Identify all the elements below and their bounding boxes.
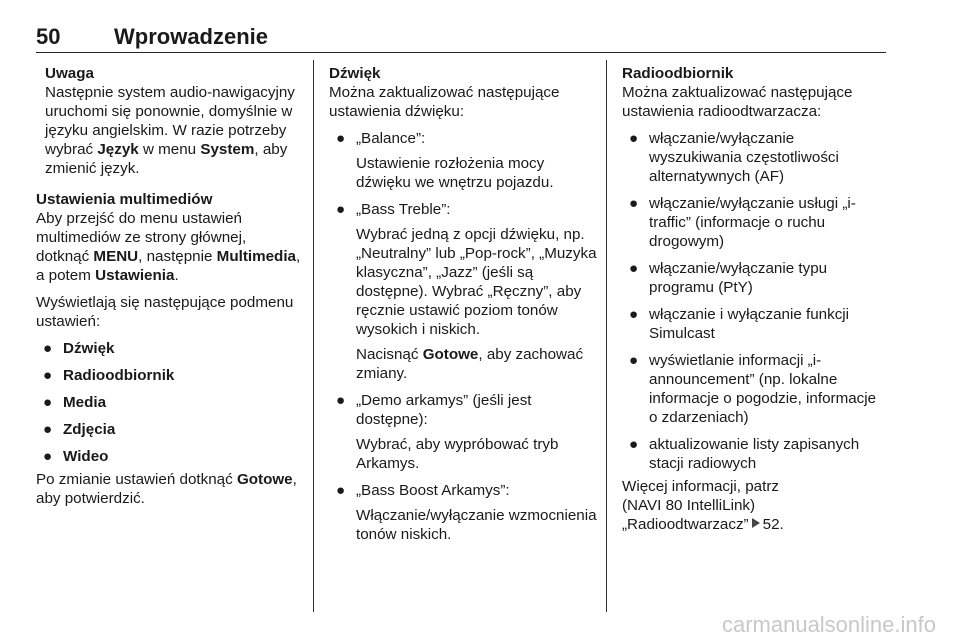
column-2 <box>329 64 597 552</box>
bullet-icon: ● <box>43 340 53 357</box>
page-header <box>36 24 886 54</box>
bullet-icon: ● <box>43 448 53 465</box>
note-text-part: w menu <box>138 141 201 158</box>
note-bold-system: System <box>200 141 255 158</box>
paragraph-submenu-intro: Wyświetlają się następujące podmenu ustawień: <box>36 294 294 330</box>
radio-settings-list <box>622 129 884 473</box>
list-item-title: „Bass Treble”: <box>356 201 451 218</box>
list-item <box>329 129 597 192</box>
bullet-icon: ● <box>336 392 346 409</box>
list-item-label: włączanie/wyłączanie wyszukiwania częstotliwości alternatywnych (AF) <box>649 130 839 185</box>
list-item-label: Wideo <box>63 448 109 465</box>
column-1 <box>36 64 302 516</box>
more-info <box>622 477 884 534</box>
list-item-desc: Ustawienie rozłożenia mocy dźwięku we wnętrzu pojazdu. <box>356 155 554 191</box>
list-item <box>622 129 884 186</box>
bullet-icon: ● <box>336 482 346 499</box>
more-info-line: Więcej informacji, patrz <box>622 478 779 495</box>
list-item <box>329 481 597 544</box>
more-info-ref: „Radioodtwarzacz” <box>622 516 749 533</box>
list-item <box>36 393 302 412</box>
bullet-icon: ● <box>629 195 639 212</box>
note-text <box>45 83 302 178</box>
list-item <box>622 351 884 427</box>
list-item <box>36 447 302 466</box>
bullet-icon: ● <box>629 260 639 277</box>
text-part: , następnie <box>138 248 217 265</box>
column-divider-2 <box>606 60 607 612</box>
text-part: Aby przejść do menu ustawień multimediów ze strony głównej, dotknąć <box>36 210 247 265</box>
note-text-part: Następnie system audio-nawigacyjny uruchomi się ponownie, domyślnie w języku angielskim. W razie potrzeby wybrać <box>45 84 295 158</box>
list-item-label: Dźwięk <box>63 340 115 357</box>
list-item-label: włączanie/wyłączanie typu programu (PtY) <box>649 260 828 296</box>
bold-gotowe: Gotowe <box>422 346 479 363</box>
more-info-line: (NAVI 80 IntelliLink) <box>622 497 756 514</box>
bullet-icon: ● <box>336 130 346 147</box>
list-item <box>622 305 884 343</box>
list-item-title: „Balance”: <box>356 130 426 147</box>
text-part: Po zmianie ustawień dotknąć <box>36 471 237 488</box>
bold-menu: MENU <box>93 248 139 265</box>
list-item-title: „Demo arkamys” (jeśli jest dostępne): <box>356 392 532 428</box>
list-item-desc: Włączanie/wyłączanie wzmocnienia tonów niskich. <box>356 507 597 543</box>
paragraph-menu-path <box>36 209 302 285</box>
list-item-label: wyświetlanie informacji „i-announcement” (np. lokalne informacje o pogodzie, informacje o zdarzeniach) <box>649 352 877 426</box>
page-reference-arrow-icon <box>752 518 760 528</box>
list-item-label: włączanie i wyłączanie funkcji Simulcast <box>649 306 850 342</box>
column-3 <box>622 64 884 534</box>
bullet-icon: ● <box>629 306 639 323</box>
page-reference-number[interactable]: 52. <box>762 516 784 533</box>
text-part: . <box>174 267 179 284</box>
paragraph-confirm <box>36 470 302 508</box>
list-item <box>622 194 884 251</box>
list-item <box>36 420 302 439</box>
bullet-icon: ● <box>629 130 639 147</box>
list-item-title: „Bass Boost Arkamys”: <box>356 482 510 499</box>
page-title: Wprowadzenie <box>114 24 269 49</box>
list-item <box>329 391 597 473</box>
list-item-desc: Wybrać, aby wypróbować tryb Arkamys. <box>356 436 559 472</box>
more-info-line <box>622 515 884 534</box>
text-part: , a potem <box>36 248 301 284</box>
bullet-icon: ● <box>43 394 53 411</box>
list-item <box>622 435 884 473</box>
section-title-radio: Radioodbiornik <box>622 65 734 82</box>
page-number: 50 <box>36 24 61 49</box>
list-item-extra <box>356 345 597 383</box>
list-item-label: Zdjęcia <box>63 421 116 438</box>
list-item-label: Media <box>63 394 107 411</box>
text-part: , aby zachować zmiany. <box>356 346 584 382</box>
note-box <box>45 64 302 178</box>
column-divider-1 <box>313 60 314 612</box>
note-text-part: , aby zmienić język. <box>45 141 288 177</box>
sound-settings-list <box>329 129 597 544</box>
list-item-desc: Wybrać jedną z opcji dźwięku, np. „Neutralny” lub „Pop-rock”, „Muzyka klasyczna”, „Jazz” (jeśli są dostępne). Wybrać „Ręczny”, aby ręcznie ustawić poziom tonów wysokich i niskich. <box>356 226 597 338</box>
bold-gotowe: Gotowe <box>236 471 293 488</box>
list-item <box>36 339 302 358</box>
submenu-list <box>36 339 302 466</box>
list-item-label: włączanie/wyłączanie usługi „i-traffic” (informacje o ruchu drogowym) <box>649 195 856 250</box>
list-item <box>622 259 884 297</box>
note-bold-jezyk: Język <box>97 141 139 158</box>
bullet-icon: ● <box>629 352 639 369</box>
list-item <box>329 200 597 383</box>
bullet-icon: ● <box>43 367 53 384</box>
header-rule <box>36 52 886 53</box>
watermark: carmanualsonline.info <box>721 612 936 637</box>
text-part: Nacisnąć <box>356 346 423 363</box>
list-item <box>36 366 302 385</box>
section-title-dzwiek: Dźwięk <box>329 65 381 82</box>
bullet-icon: ● <box>43 421 53 438</box>
section-title-multimedia: Ustawienia multimediów <box>36 191 213 208</box>
bold-multimedia: Multimedia <box>216 248 296 265</box>
list-item-label: Radioodbiornik <box>63 367 175 384</box>
text-part: , aby potwierdzić. <box>36 471 297 507</box>
list-item-label: aktualizowanie listy zapisanych stacji radiowych <box>649 436 860 472</box>
bold-ustawienia: Ustawienia <box>95 267 175 284</box>
paragraph-radio-intro: Można zaktualizować następujące ustawienia radioodtwarzacza: <box>622 84 853 120</box>
note-title: Uwaga <box>45 65 94 82</box>
paragraph-sound-intro: Można zaktualizować następujące ustawienia dźwięku: <box>329 84 560 120</box>
bullet-icon: ● <box>336 201 346 218</box>
bullet-icon: ● <box>629 436 639 453</box>
